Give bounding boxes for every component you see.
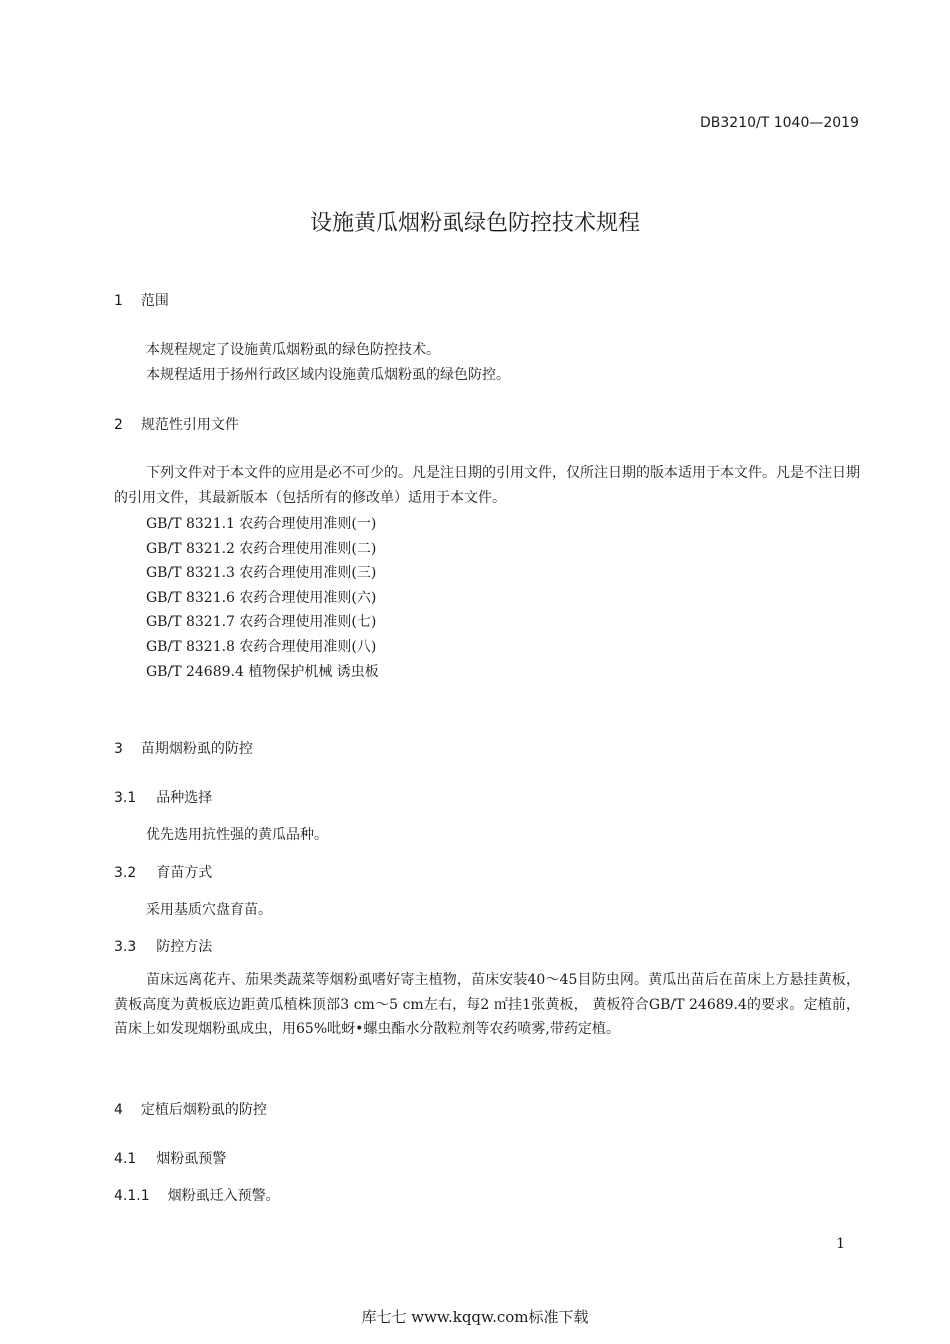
section-number: 4.1.1 <box>114 1188 150 1204</box>
section-3-heading <box>114 738 253 758</box>
section-title: 苗期烟粉虱的防控 <box>140 741 253 757</box>
section-number: 4 <box>114 1102 123 1118</box>
document-title: 设施黄瓜烟粉虱绿色防控技术规程 <box>309 211 640 236</box>
section-4-1-1-heading <box>114 1185 280 1205</box>
reference-item: GB/T 24689.4 植物保护机械 诱虫板 <box>146 664 379 680</box>
section-4-1-heading <box>114 1148 226 1168</box>
page-number: 1 <box>836 1236 845 1252</box>
section-title: 育苗方式 <box>156 865 213 881</box>
section-title: 烟粉虱迁入预警。 <box>167 1188 280 1204</box>
paragraph: 本规程规定了设施黄瓜烟粉虱的绿色防控技术。 <box>146 342 440 358</box>
section-2-heading <box>114 414 239 434</box>
standard-code: DB3210/T 1040—2019 <box>700 115 859 131</box>
section-3-3-heading <box>114 936 212 956</box>
section-number: 4.1 <box>114 1151 137 1167</box>
reference-item: GB/T 8321.7 农药合理使用准则(七) <box>146 614 377 630</box>
section-number: 3.2 <box>114 865 137 881</box>
section-title: 规范性引用文件 <box>140 417 239 433</box>
section-title: 烟粉虱预警 <box>156 1151 227 1167</box>
section-3-2-heading <box>114 862 212 882</box>
reference-item: GB/T 8321.8 农药合理使用准则(八) <box>146 639 377 655</box>
section-number: 3.1 <box>114 790 137 806</box>
reference-item: GB/T 8321.2 农药合理使用准则(二) <box>146 541 377 557</box>
reference-item: GB/T 8321.6 农药合理使用准则(六) <box>146 590 377 606</box>
paragraph: 苗床远离花卉、茄果类蔬菜等烟粉虱嗜好寄主植物，苗床安装40～45目防虫网。黄瓜出苗后在苗床上方悬挂黄板，黄板高度为黄板底边距黄瓜植株顶部3 cm～5 cm左右，每2 ㎡挂1张黄板， 黄板符合GB/T 24689.4的要求。定植前，苗床上如发现烟粉虱成虫，用65%吡蚜•螺虫酯水分散粒剂等农药喷雾,带药定植。 <box>114 972 860 1037</box>
footer-watermark: 库七七 www.kqqw.com标准下载 <box>361 1308 589 1326</box>
section-title: 范围 <box>140 293 169 309</box>
section-1-heading <box>114 290 169 310</box>
section-title: 品种选择 <box>156 790 213 806</box>
paragraph: 采用基质穴盘育苗。 <box>146 902 272 918</box>
reference-item: GB/T 8321.1 农药合理使用准则(一) <box>146 516 377 532</box>
reference-item: GB/T 8321.3 农药合理使用准则(三) <box>146 565 377 581</box>
paragraph: 优先选用抗性强的黄瓜品种。 <box>146 827 328 843</box>
section-number: 3 <box>114 741 123 757</box>
paragraph: 下列文件对于本文件的应用是必不可少的。凡是注日期的引用文件，仅所注日期的版本适用于本文件。凡是不注日期的引用文件，其最新版本（包括所有的修改单）适用于本文件。 <box>114 465 860 506</box>
section-number: 1 <box>114 293 123 309</box>
paragraph: 本规程适用于扬州行政区域内设施黄瓜烟粉虱的绿色防控。 <box>146 367 510 383</box>
section-3-1-heading <box>114 787 212 807</box>
section-number: 2 <box>114 417 123 433</box>
section-title: 定植后烟粉虱的防控 <box>140 1102 267 1118</box>
section-4-heading <box>114 1099 267 1119</box>
section-number: 3.3 <box>114 939 137 955</box>
section-title: 防控方法 <box>156 939 213 955</box>
